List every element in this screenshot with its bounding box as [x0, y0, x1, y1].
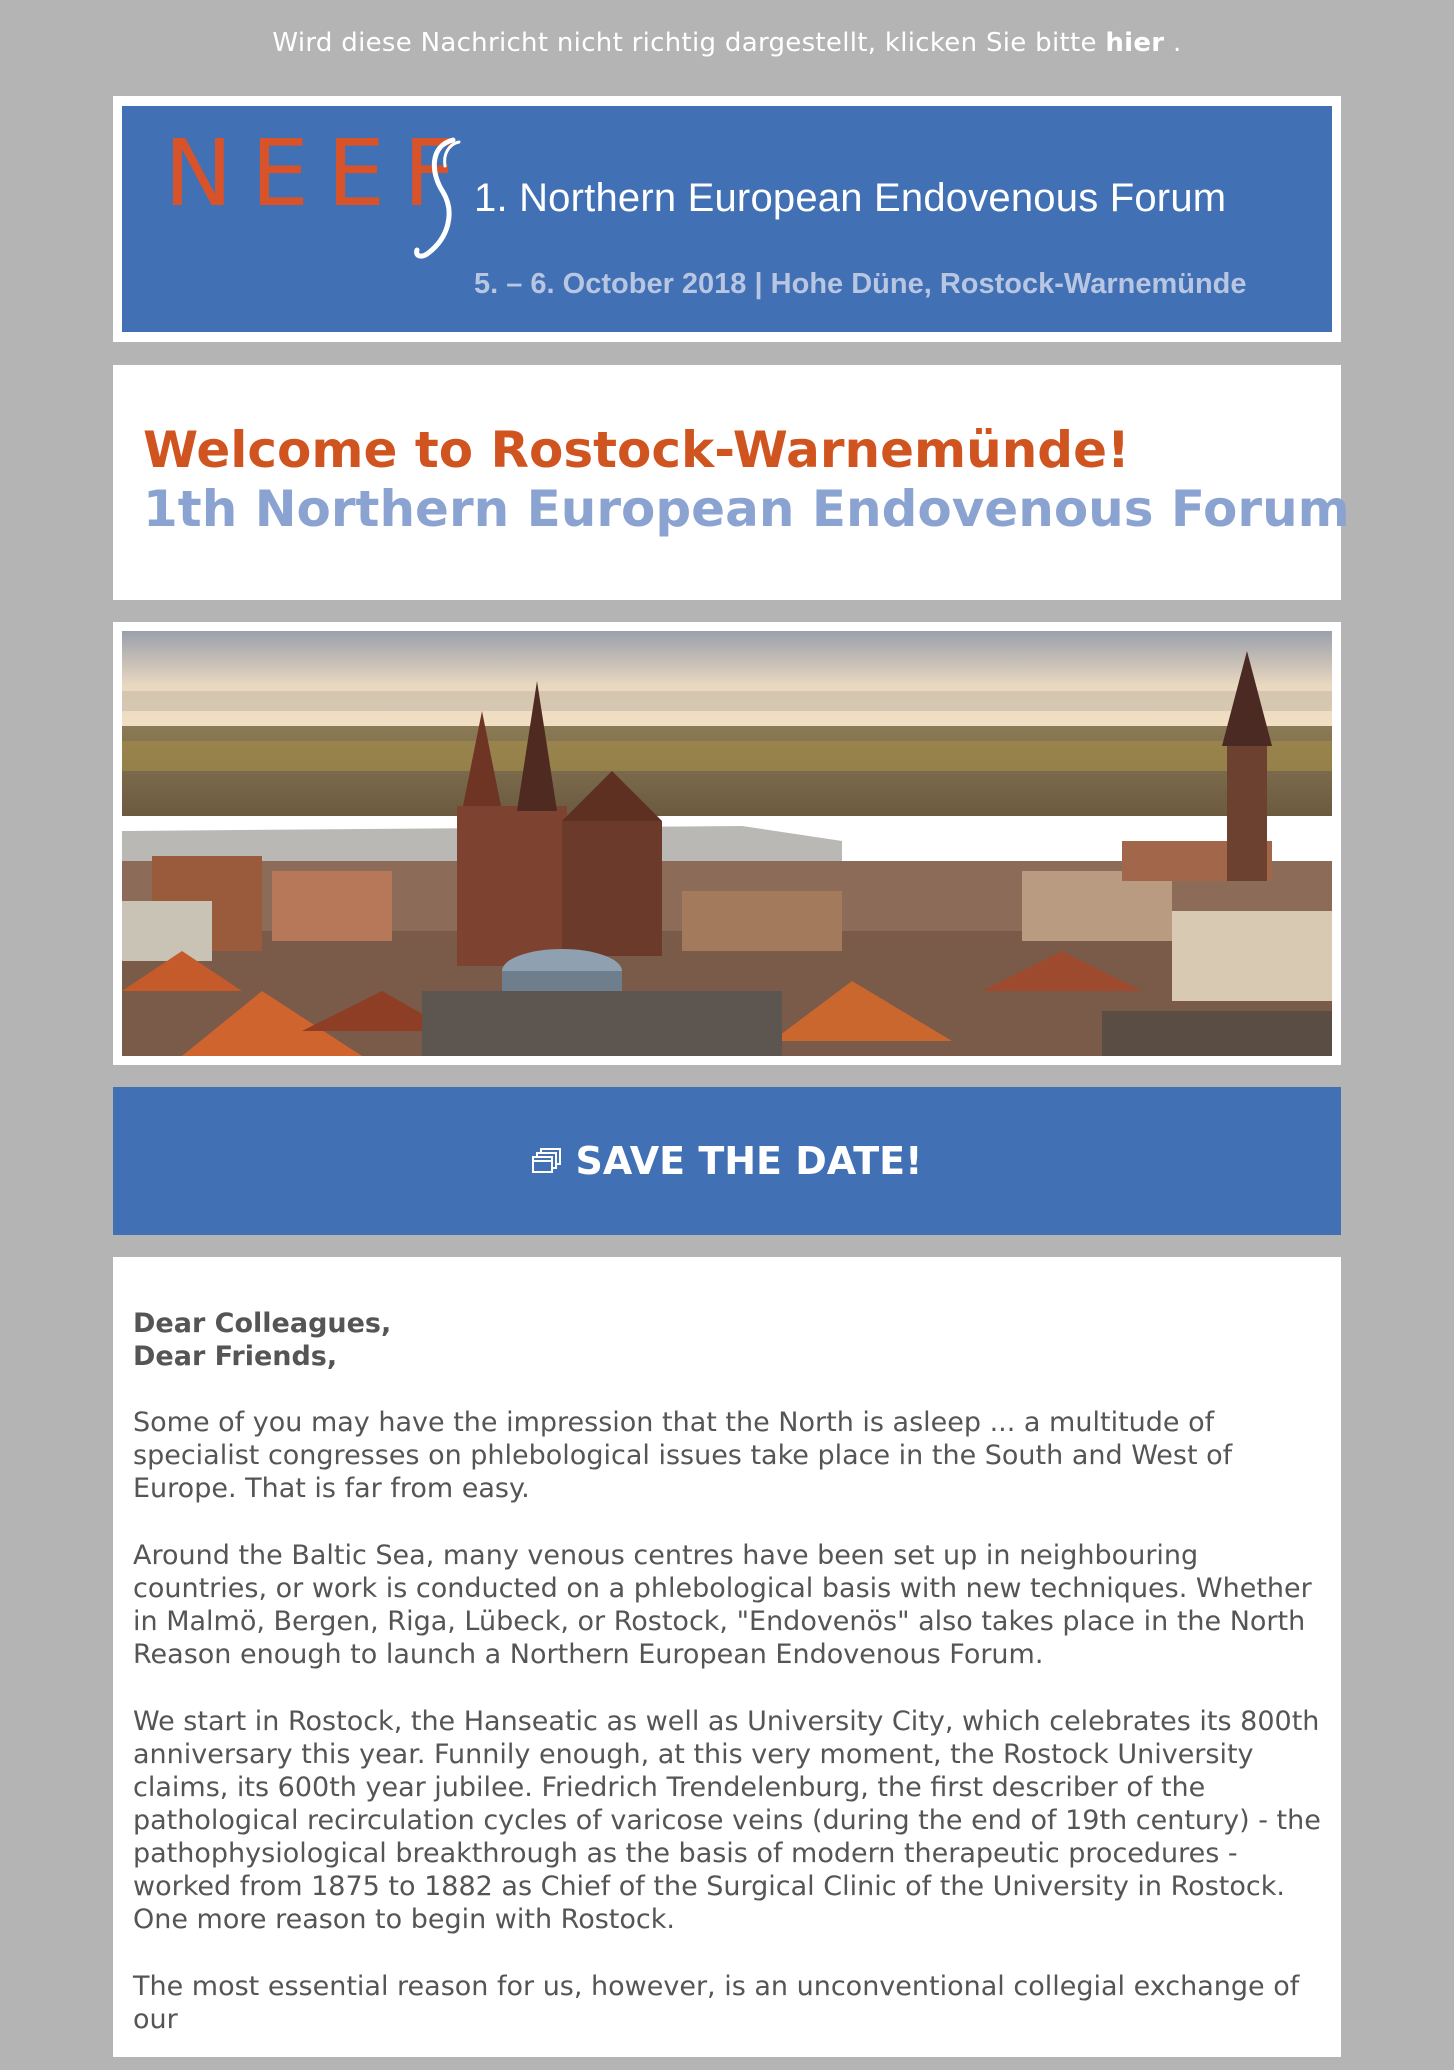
welcome-subtitle: 1th Northern European Endovenous Forum	[143, 480, 1350, 538]
city-panorama-image	[122, 631, 1332, 1056]
top-notice-text: Wird diese Nachricht nicht richtig dargestellt, klicken Sie bitte	[272, 28, 1097, 58]
banner-title: 1. Northern European Endovenous Forum	[474, 176, 1227, 220]
letter-paragraph: Around the Baltic Sea, many venous centres have been set up in neighbouring countries, or work is conducted on a phlebological basis with new techniques. Whether in Malmö, Bergen, Riga, Lübeck, or Rostock, "Endovenös" also takes place in the North Reason enough to launch a Northern European Endovenous Forum.	[133, 1540, 1312, 1670]
save-the-date-label: SAVE THE DATE!	[575, 1139, 923, 1183]
welcome-title: Welcome to Rostock-Warnemünde!	[143, 421, 1130, 479]
letter-greeting	[133, 1307, 1323, 1373]
logo-swirl-icon	[409, 134, 473, 264]
save-the-date-button[interactable]	[113, 1087, 1341, 1235]
web-view-link[interactable]: hier	[1105, 28, 1165, 58]
header-card	[113, 96, 1341, 342]
letter-paragraph: Some of you may have the impression that the North is asleep ... a multitude of specialist congresses on phlebological issues take place in the South and West of Europe. That is far from easy.	[133, 1407, 1233, 1504]
top-notice	[0, 28, 1454, 58]
letter-paragraph: We start in Rostock, the Hanseatic as well as University City, which celebrates its 800th anniversary this year. Funnily enough, at this very moment, the Rostock University claims, its 600th year jubilee. Friedrich Trendelenburg, the first describer of the pathological recirculation cycles of varicose veins (during the end of 19th century) - the pathophysiological breakthrough as the basis of modern therapeutic procedures - worked from 1875 to 1882 as Chief of the Surgical Clinic of the University in Rostock. One more reason to begin with Rostock.	[133, 1706, 1321, 1935]
letter-paragraph: The most essential reason for us, however, is an unconventional collegial exchange of our	[133, 1971, 1300, 2035]
letter-body	[133, 1307, 1323, 2070]
neef-logo: NEEF	[164, 120, 474, 227]
photo-card	[113, 622, 1341, 1065]
event-banner	[122, 106, 1332, 332]
top-notice-suffix: .	[1173, 28, 1182, 58]
greeting-line-1: Dear Colleagues,	[133, 1308, 392, 1339]
welcome-card	[113, 365, 1350, 600]
banner-date-location: 5. – 6. October 2018 | Hohe Düne, Rostock-Warnemünde	[474, 268, 1247, 300]
greeting-line-2: Dear Friends,	[133, 1341, 338, 1372]
calendar-icon	[532, 1148, 562, 1174]
letter-card	[113, 1257, 1341, 2057]
